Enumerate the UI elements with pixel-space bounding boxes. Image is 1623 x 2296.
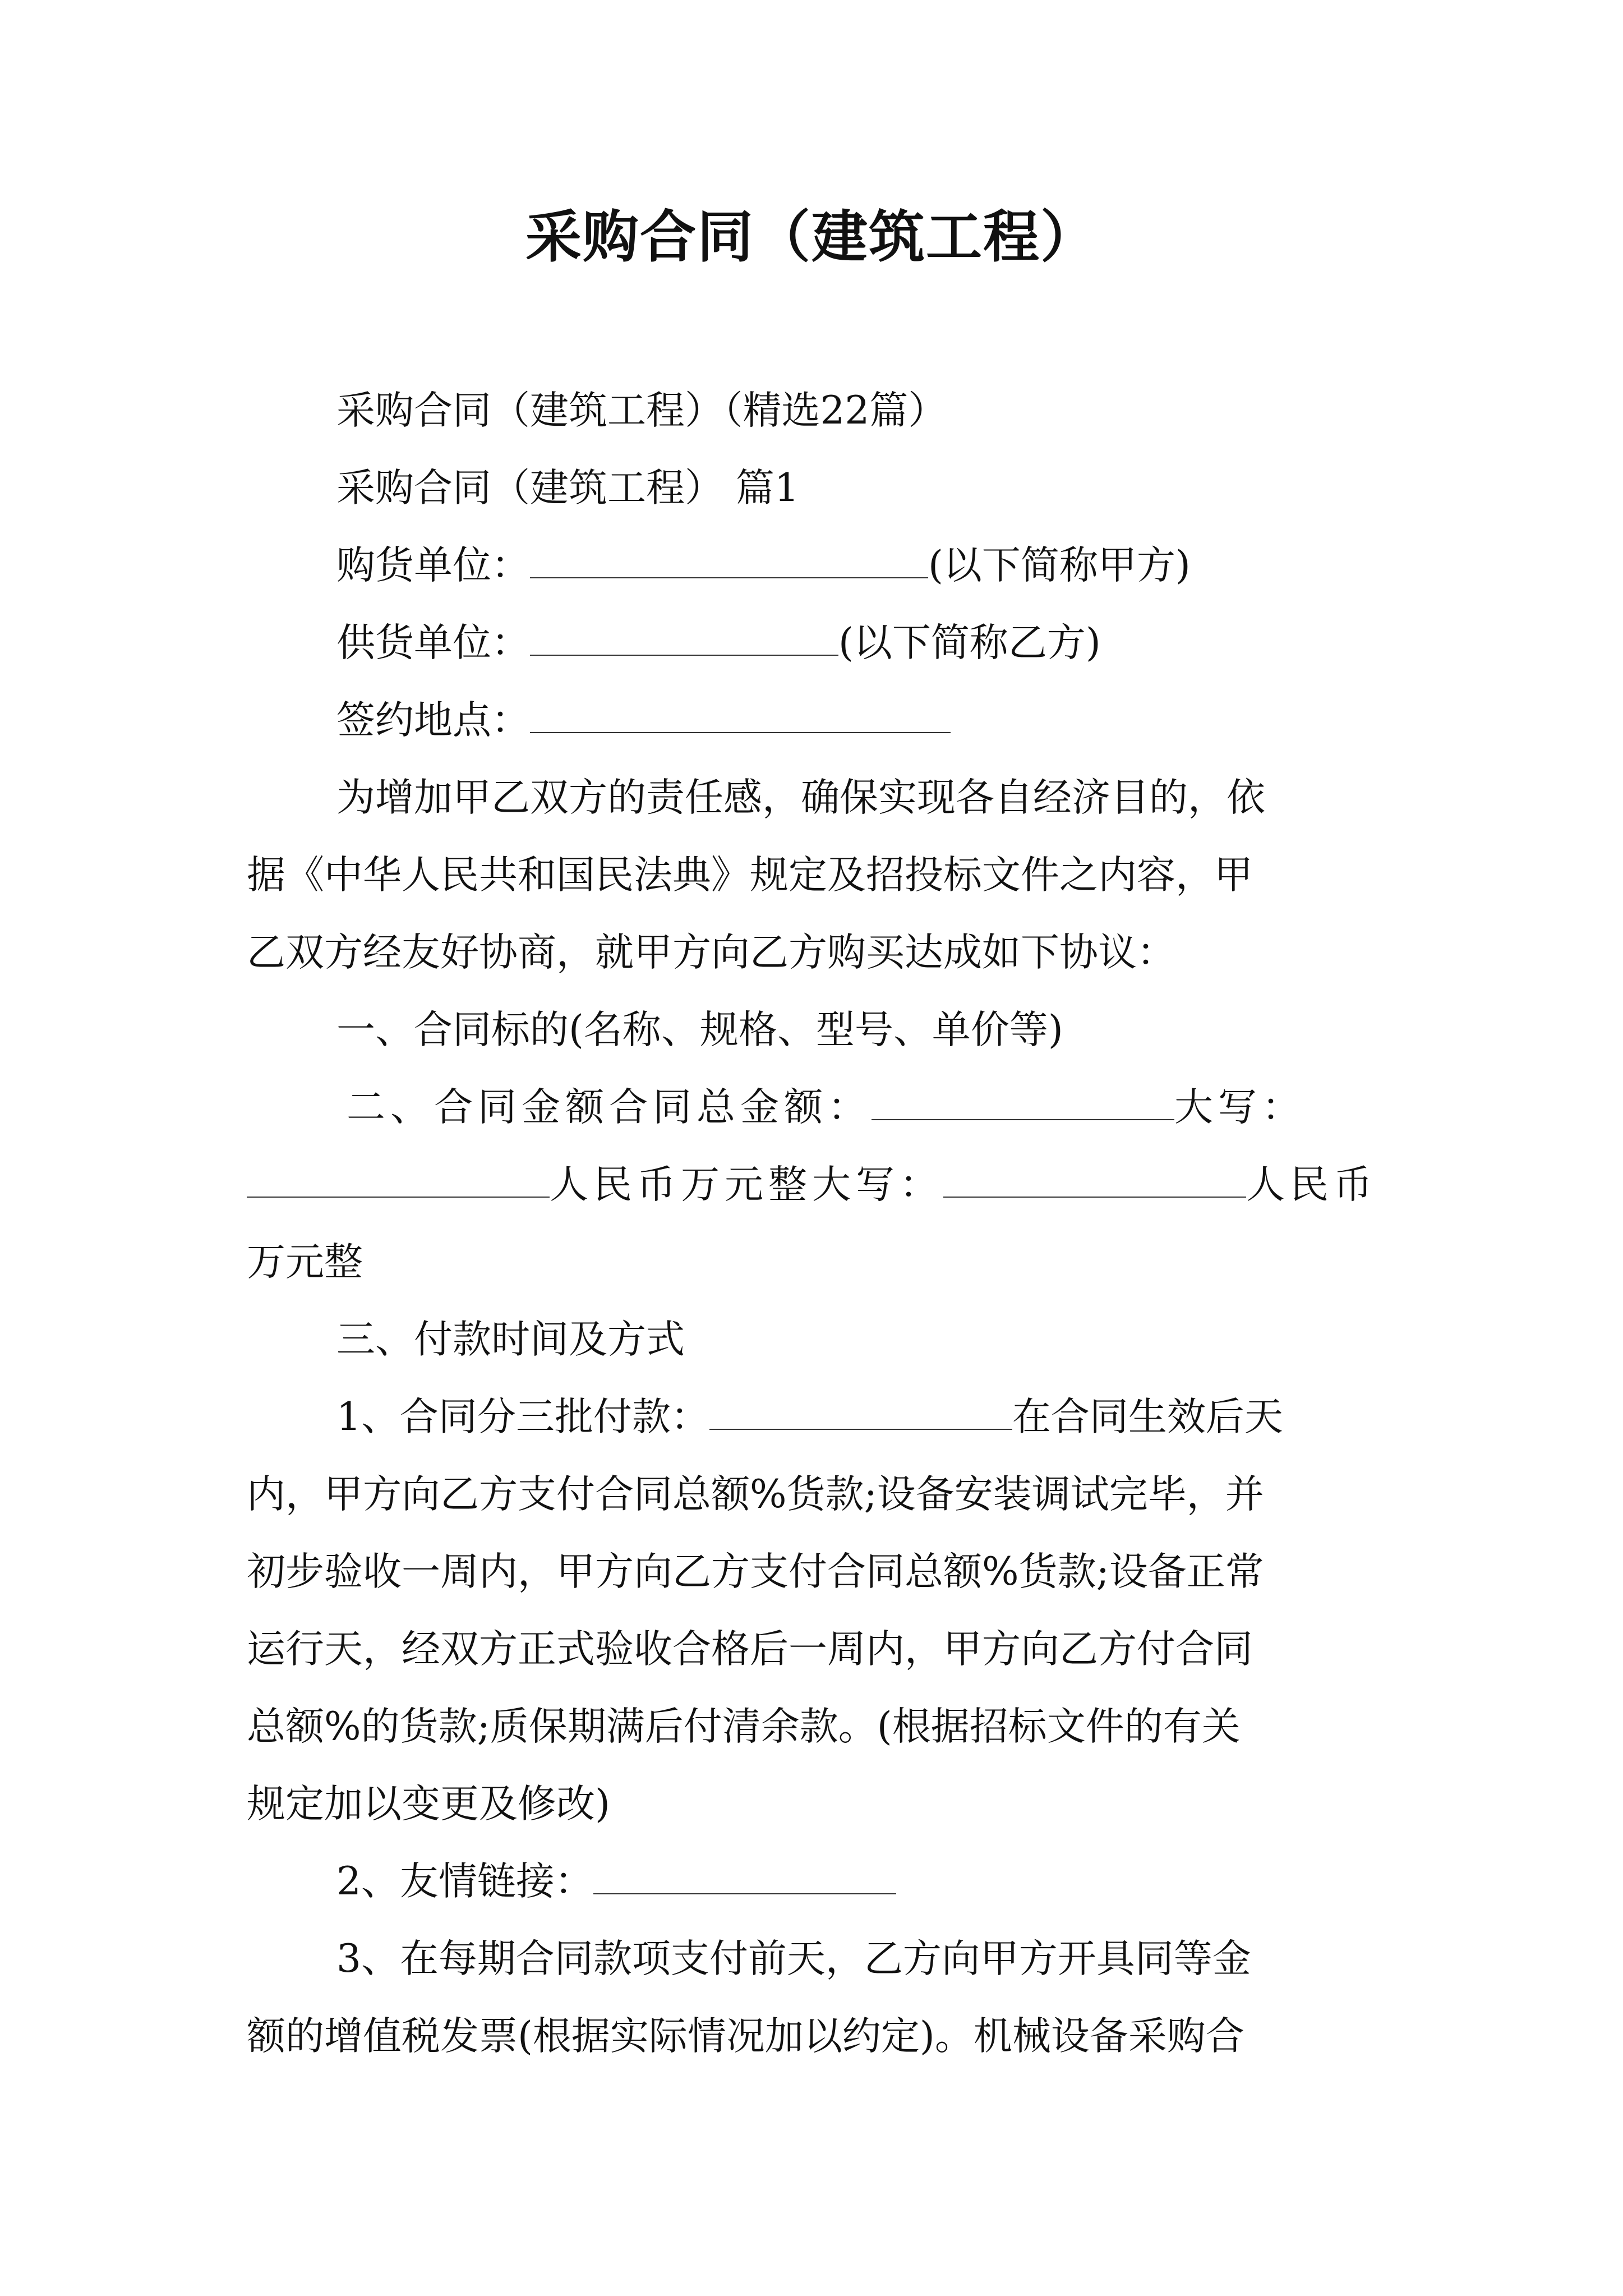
sign-place-blank (530, 693, 951, 733)
payment-2-label: 2、友情链接： (336, 1859, 593, 1904)
supplier-suffix: (以下简称乙方) (838, 620, 1101, 665)
payment-1-line-6: 规定加以变更及修改) (247, 1782, 610, 1826)
payment-1-line-3: 初步验收一周内，甲方向乙方支付合同总额%货款;设备正常 (247, 1549, 1264, 1594)
payment-2-blank (593, 1854, 896, 1894)
section-heading: 采购合同（建筑工程） 篇1 (336, 466, 799, 510)
clause-2-amount-label: 二、合同金额合同总金额： (347, 1085, 872, 1130)
intro-line-1: 为增加甲乙双方的责任感，确保实现各自经济目的，依 (336, 775, 1265, 820)
supplier-label: 供货单位： (336, 620, 530, 665)
clause-2-line-2 (247, 1157, 1385, 1213)
clause-2-capital-label: 大写： (1174, 1085, 1306, 1130)
sign-place-line (336, 692, 1475, 748)
page-title: 采购合同（建筑工程） (525, 204, 1098, 270)
sign-place-label: 签约地点： (336, 698, 530, 743)
intro-line-2: 据《中华人民共和国民法典》规定及招投标文件之内容，甲 (247, 853, 1253, 898)
buyer-suffix: (以下简称甲方) (928, 543, 1191, 588)
clause-2-line-1 (347, 1079, 1485, 1135)
capital-amount-blank-1 (247, 1157, 550, 1198)
payment-3-line-2: 额的增值税发票(根据实际情况加以约定)。机械设备采购合 (247, 2014, 1244, 2059)
supplier-blank (530, 615, 838, 656)
payment-1-line-4: 运行天，经双方正式验收合格后一周内，甲方向乙方付合同 (247, 1627, 1253, 1672)
clause-1: 一、合同标的(名称、规格、型号、单价等) (336, 1007, 1063, 1052)
payment-1-line-5: 总额%的货款;质保期满后付清余款。(根据招标文件的有关 (247, 1704, 1241, 1749)
total-amount-blank (872, 1080, 1174, 1120)
capital-amount-blank-2 (943, 1157, 1246, 1198)
clause-3: 三、付款时间及方式 (336, 1317, 685, 1362)
clause-2-rmb-label: 人民币 (1246, 1162, 1377, 1207)
payment-1-line-2: 内，甲方向乙方支付合同总额%货款;设备安装调试完毕，并 (247, 1472, 1264, 1517)
payment-1-text: 在合同生效后天 (1012, 1395, 1283, 1439)
buyer-blank (530, 538, 928, 578)
subtitle: 采购合同（建筑工程）（精选22篇） (336, 388, 947, 433)
payment-1-label: 1、合同分三批付款： (336, 1395, 709, 1439)
intro-line-3: 乙双方经友好协商，就甲方向乙方购买达成如下协议： (247, 930, 1175, 975)
payment-1-line-1 (336, 1389, 1475, 1445)
payment-3-line-1: 3、在每期合同款项支付前天，乙方向甲方开具同等金 (336, 1936, 1251, 1981)
payment-2-line (336, 1853, 1475, 1910)
clause-2-rmb-text: 人民币万元整大写： (550, 1162, 943, 1207)
buyer-line (336, 537, 1475, 593)
clause-2-line-3: 万元整 (247, 1240, 363, 1285)
payment-1-blank (709, 1389, 1012, 1430)
supplier-line (336, 615, 1475, 671)
buyer-label: 购货单位： (336, 543, 530, 588)
